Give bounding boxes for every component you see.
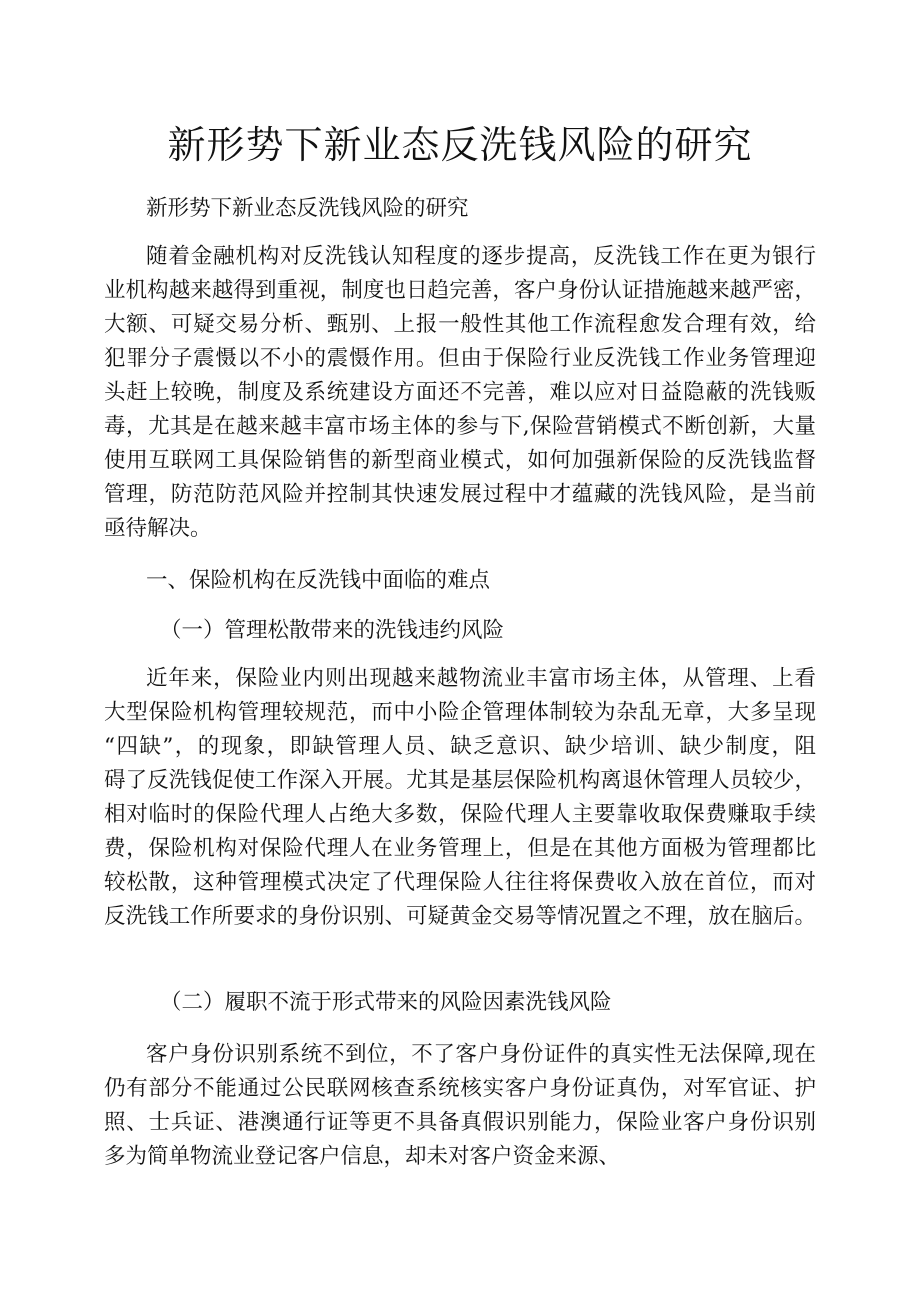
paragraph-line: 大额、可疑交易分析、甄别、上报一般性其他工作流程愈发合理有效，给 [104,312,816,337]
subsection-heading: （二）履职不流于形式带来的风险因素洗钱风险 [160,990,612,1015]
paragraph-line: 使用互联网工具保险销售的新型商业模式，如何加强新保险的反洗钱监督 [104,448,816,473]
paragraph-line: “四缺”，的现象，即缺管理人员、缺乏意识、缺少培训、缺少制度，阻 [104,734,816,759]
paragraph-line: 业机构越来越得到重视，制度也日趋完善，客户身份认证措施越来越严密， [104,278,816,303]
paragraph-line: 费，保险机构对保险代理人在业务管理上，但是在其他方面极为管理都比 [104,836,816,861]
document-title: 新形势下新业态反洗钱风险的研究 [167,123,753,167]
paragraph-line: 碍了反洗钱促使工作深入开展。尤其是基层保险机构离退休管理人员较少， [104,768,816,793]
paragraph-line: 管理，防范防范风险并控制其快速发展过程中才蕴藏的洗钱风险，是当前 [104,482,816,507]
paragraph-line: 亟待解决。 [104,516,212,541]
paragraph-line: 犯罪分子震慑以不小的震慑作用。但由于保险行业反洗钱工作业务管理迎 [104,346,816,371]
paragraph-line: 反洗钱工作所要求的身份识别、可疑黄金交易等情况置之不理，放在脑后。 [104,904,816,929]
subsection-heading: （一）管理松散带来的洗钱违约风险 [160,618,505,643]
section-heading: 一、保险机构在反洗钱中面临的难点 [146,568,491,593]
paragraph-line: 毒，尤其是在越来越丰富市场主体的参与下,保险营销模式不断创新，大量 [104,414,816,439]
paragraph-line: 照、士兵证、港澳通行证等更不具备真假识别能力，保险业客户身份识别 [104,1110,816,1135]
paragraph-line: 多为简单物流业登记客户信息，却未对客户资金来源、 [104,1144,621,1169]
paragraph-line: 相对临时的保险代理人占绝大多数，保险代理人主要靠收取保费赚取手续 [104,802,816,827]
paragraph-line: 随着金融机构对反洗钱认知程度的逐步提高，反洗钱工作在更为银行 [146,244,816,269]
paragraph-line: 大型保险机构管理较规范，而中小险企管理体制较为杂乱无章，大多呈现 [104,700,816,725]
paragraph-line: 近年来，保险业内则出现越来越物流业丰富市场主体，从管理、上看 [146,666,816,691]
paragraph-line: 头赶上较晚，制度及系统建设方面还不完善，难以应对日益隐蔽的洗钱贩 [104,380,816,405]
paragraph-line: 仍有部分不能通过公民联网核查系统核实客户身份证真伪，对军官证、护 [104,1076,816,1101]
document-subtitle: 新形势下新业态反洗钱风险的研究 [146,196,469,221]
paragraph-line: 较松散，这种管理模式决定了代理保险人往往将保费收入放在首位，而对 [104,870,816,895]
paragraph-line: 客户身份识别系统不到位，不了客户身份证件的真实性无法保障,现在 [146,1042,816,1067]
